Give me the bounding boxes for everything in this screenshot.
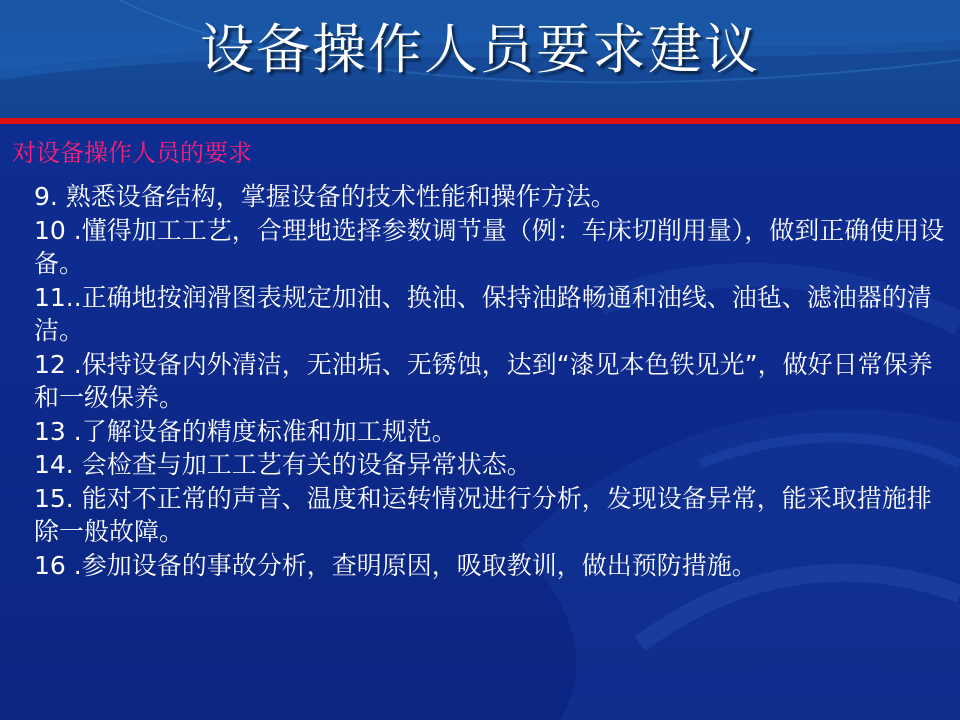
section-subtitle: 对设备操作人员的要求 bbox=[12, 139, 252, 167]
list-item: 15. 能对不正常的声音、温度和运转情况进行分析，发现设备异常，能采取措施排除一般故障。 bbox=[34, 483, 932, 546]
list-item: 10 .懂得加工工艺，合理地选择参数调节量（例：车床切削用量），做到正确使用设备。 bbox=[34, 215, 945, 278]
slide-title: 设备操作人员要求建议 bbox=[200, 18, 760, 81]
list-item: 11..正确地按润滑图表规定加油、换油、保持油路畅通和油线、油毡、滤油器的清洁。 bbox=[34, 282, 932, 345]
list-item: 14. 会检查与加工工艺有关的设备异常状态。 bbox=[34, 450, 532, 479]
list-item: 9. 熟悉设备结构，掌握设备的技术性能和操作方法。 bbox=[34, 182, 616, 211]
list-item: 12 .保持设备内外清洁，无油垢、无锈蚀，达到“漆见本色铁见光”，做好日常保养和一级保养。 bbox=[34, 349, 933, 412]
list-item: 13 .了解设备的精度标准和加工规范。 bbox=[34, 416, 457, 446]
list-item: 16 .参加设备的事故分析，查明原因，吸取教训，做出预防措施。 bbox=[34, 550, 757, 580]
header-band bbox=[0, 0, 960, 118]
requirements-list bbox=[34, 180, 950, 582]
